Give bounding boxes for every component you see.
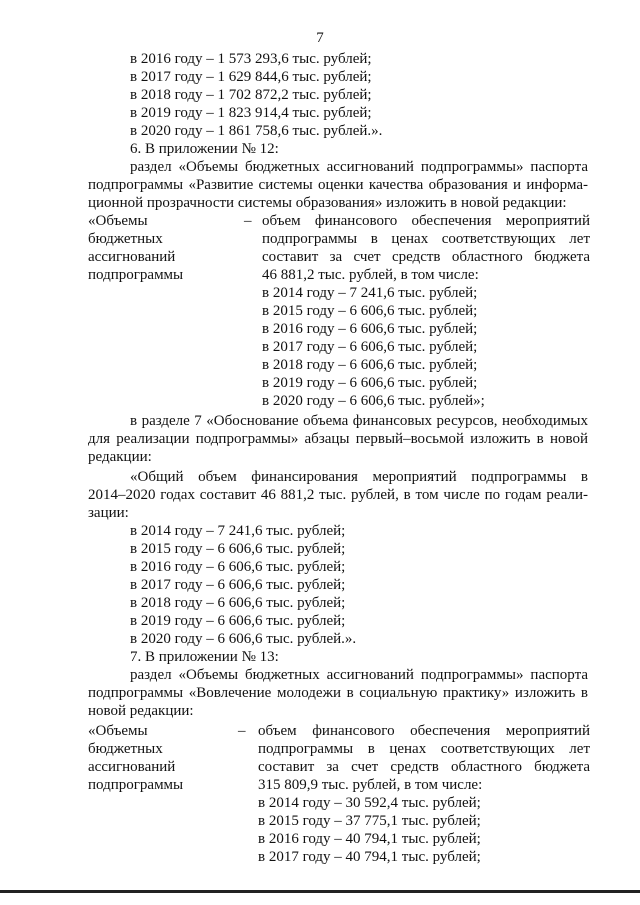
table-dash: – bbox=[244, 213, 252, 229]
table-value: составит за счет средств областного бюджета bbox=[258, 759, 590, 775]
paragraph-line: новой редакции: bbox=[88, 703, 194, 719]
budget-line: в 2018 году – 1 702 872,2 тыс. рублей; bbox=[130, 87, 372, 103]
section-heading: 6. В приложении № 12: bbox=[130, 141, 279, 157]
table-value: в 2019 году – 6 606,6 тыс. рублей; bbox=[262, 375, 478, 391]
table-label: подпрограммы bbox=[88, 777, 184, 793]
table-label: ассигнований bbox=[88, 759, 176, 775]
budget-line: в 2015 году – 6 606,6 тыс. рублей; bbox=[130, 541, 346, 557]
table-value: объем финансового обеспечения мероприятий bbox=[258, 723, 590, 739]
paragraph-line: зации: bbox=[88, 505, 129, 521]
budget-line: в 2019 году – 6 606,6 тыс. рублей; bbox=[130, 613, 346, 629]
budget-line: в 2016 году – 6 606,6 тыс. рублей; bbox=[130, 559, 346, 575]
table-value: в 2014 году – 30 592,4 тыс. рублей; bbox=[258, 795, 481, 811]
table-label: «Объемы bbox=[88, 213, 148, 229]
budget-line: в 2016 году – 1 573 293,6 тыс. рублей; bbox=[130, 51, 372, 67]
paragraph-line: подпрограммы «Развитие системы оценки качества образования и информа- bbox=[88, 177, 588, 193]
paragraph-line: раздел «Объемы бюджетных ассигнований подпрограммы» паспорта bbox=[130, 159, 588, 175]
table-value: 46 881,2 тыс. рублей, в том числе: bbox=[262, 267, 479, 283]
table-value: в 2015 году – 37 775,1 тыс. рублей; bbox=[258, 813, 481, 829]
page-number: 7 bbox=[316, 30, 324, 46]
budget-line: в 2018 году – 6 606,6 тыс. рублей; bbox=[130, 595, 346, 611]
budget-line: в 2014 году – 7 241,6 тыс. рублей; bbox=[130, 523, 346, 539]
budget-line: в 2017 году – 1 629 844,6 тыс. рублей; bbox=[130, 69, 372, 85]
paragraph-line: 2014–2020 годах составит 46 881,2 тыс. рублей, в том числе по годам реали- bbox=[88, 487, 588, 503]
paragraph-line: подпрограммы «Вовлечение молодежи в социальную практику» изложить в bbox=[88, 685, 588, 701]
paragraph-line: раздел «Объемы бюджетных ассигнований подпрограммы» паспорта bbox=[130, 667, 588, 683]
table-value: 315 809,9 тыс. рублей, в том числе: bbox=[258, 777, 483, 793]
table-value: в 2014 году – 7 241,6 тыс. рублей; bbox=[262, 285, 478, 301]
paragraph-line: в разделе 7 «Обоснование объема финансовых ресурсов, необходимых bbox=[130, 413, 588, 429]
table-value: составит за счет средств областного бюджета bbox=[262, 249, 590, 265]
table-value: в 2020 году – 6 606,6 тыс. рублей»; bbox=[262, 393, 485, 409]
budget-line: в 2020 году – 1 861 758,6 тыс. рублей.». bbox=[130, 123, 383, 139]
table-label: бюджетных bbox=[88, 231, 163, 247]
table-value: в 2018 году – 6 606,6 тыс. рублей; bbox=[262, 357, 478, 373]
table-value: подпрограммы в ценах соответствующих лет bbox=[258, 741, 590, 757]
budget-line: в 2017 году – 6 606,6 тыс. рублей; bbox=[130, 577, 346, 593]
table-value: объем финансового обеспечения мероприятий bbox=[262, 213, 590, 229]
table-label: подпрограммы bbox=[88, 267, 184, 283]
table-label: «Объемы bbox=[88, 723, 148, 739]
paragraph-line: редакции: bbox=[88, 449, 152, 465]
budget-line: в 2019 году – 1 823 914,4 тыс. рублей; bbox=[130, 105, 372, 121]
table-value: в 2017 году – 6 606,6 тыс. рублей; bbox=[262, 339, 478, 355]
budget-line: в 2020 году – 6 606,6 тыс. рублей.». bbox=[130, 631, 357, 647]
paragraph-line: для реализации подпрограммы» абзацы первый–восьмой изложить в новой bbox=[88, 431, 588, 447]
table-label: бюджетных bbox=[88, 741, 163, 757]
section-heading: 7. В приложении № 13: bbox=[130, 649, 279, 665]
table-value: в 2015 году – 6 606,6 тыс. рублей; bbox=[262, 303, 478, 319]
table-value: в 2016 году – 6 606,6 тыс. рублей; bbox=[262, 321, 478, 337]
table-value: в 2016 году – 40 794,1 тыс. рублей; bbox=[258, 831, 481, 847]
paragraph-line: ционной прозрачности системы образования» изложить в новой редакции: bbox=[88, 195, 567, 211]
table-label: ассигнований bbox=[88, 249, 176, 265]
scan-bottom-border bbox=[0, 890, 640, 893]
table-value: в 2017 году – 40 794,1 тыс. рублей; bbox=[258, 849, 481, 865]
table-value: подпрограммы в ценах соответствующих лет bbox=[262, 231, 590, 247]
paragraph-line: «Общий объем финансирования мероприятий подпрограммы в bbox=[130, 469, 588, 485]
table-dash: – bbox=[238, 723, 246, 739]
